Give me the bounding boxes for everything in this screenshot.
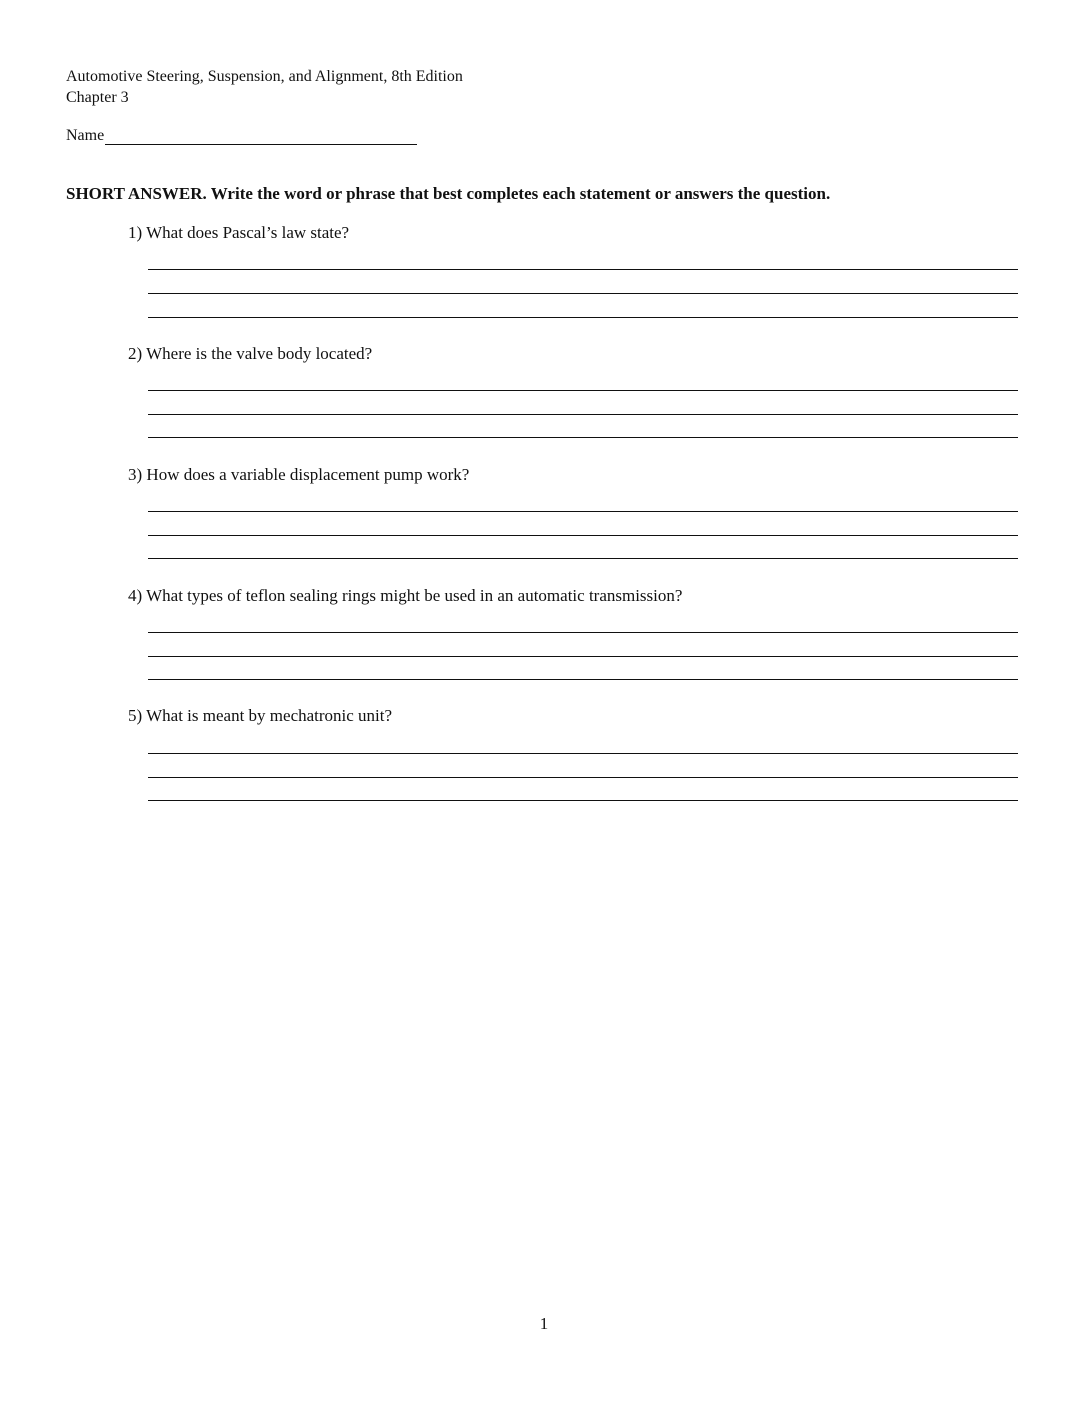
answer-line[interactable] [148, 437, 1018, 438]
question-2: 2) Where is the valve body located? [128, 344, 373, 363]
page-number: 1 [539, 1314, 549, 1333]
answer-line[interactable] [148, 656, 1018, 657]
answer-line[interactable] [148, 535, 1018, 536]
answer-line[interactable] [148, 269, 1018, 270]
answer-line[interactable] [148, 414, 1018, 415]
answer-line[interactable] [148, 679, 1018, 680]
answer-line[interactable] [148, 558, 1018, 559]
answer-line[interactable] [148, 390, 1018, 391]
book-title: Automotive Steering, Suspension, and Alignment, 8th Edition [66, 68, 463, 85]
answer-line[interactable] [148, 800, 1018, 801]
name-blank-line[interactable] [105, 124, 417, 145]
answer-line[interactable] [148, 293, 1018, 294]
chapter-label: Chapter 3 [66, 89, 129, 106]
answer-line[interactable] [148, 511, 1018, 512]
question-3: 3) How does a variable displacement pump work? [128, 465, 470, 484]
name-label: Name [66, 127, 105, 144]
answer-line[interactable] [148, 632, 1018, 633]
answer-line[interactable] [148, 317, 1018, 318]
question-5: 5) What is meant by mechatronic unit? [128, 706, 393, 725]
name-field [66, 124, 417, 145]
question-1: 1) What does Pascal’s law state? [128, 223, 350, 242]
instructions: SHORT ANSWER. Write the word or phrase that best completes each statement or answers the question. [66, 184, 831, 203]
answer-line[interactable] [148, 777, 1018, 778]
question-4: 4) What types of teflon sealing rings might be used in an automatic transmission? [128, 586, 683, 605]
answer-line[interactable] [148, 753, 1018, 754]
document-header [66, 66, 463, 108]
